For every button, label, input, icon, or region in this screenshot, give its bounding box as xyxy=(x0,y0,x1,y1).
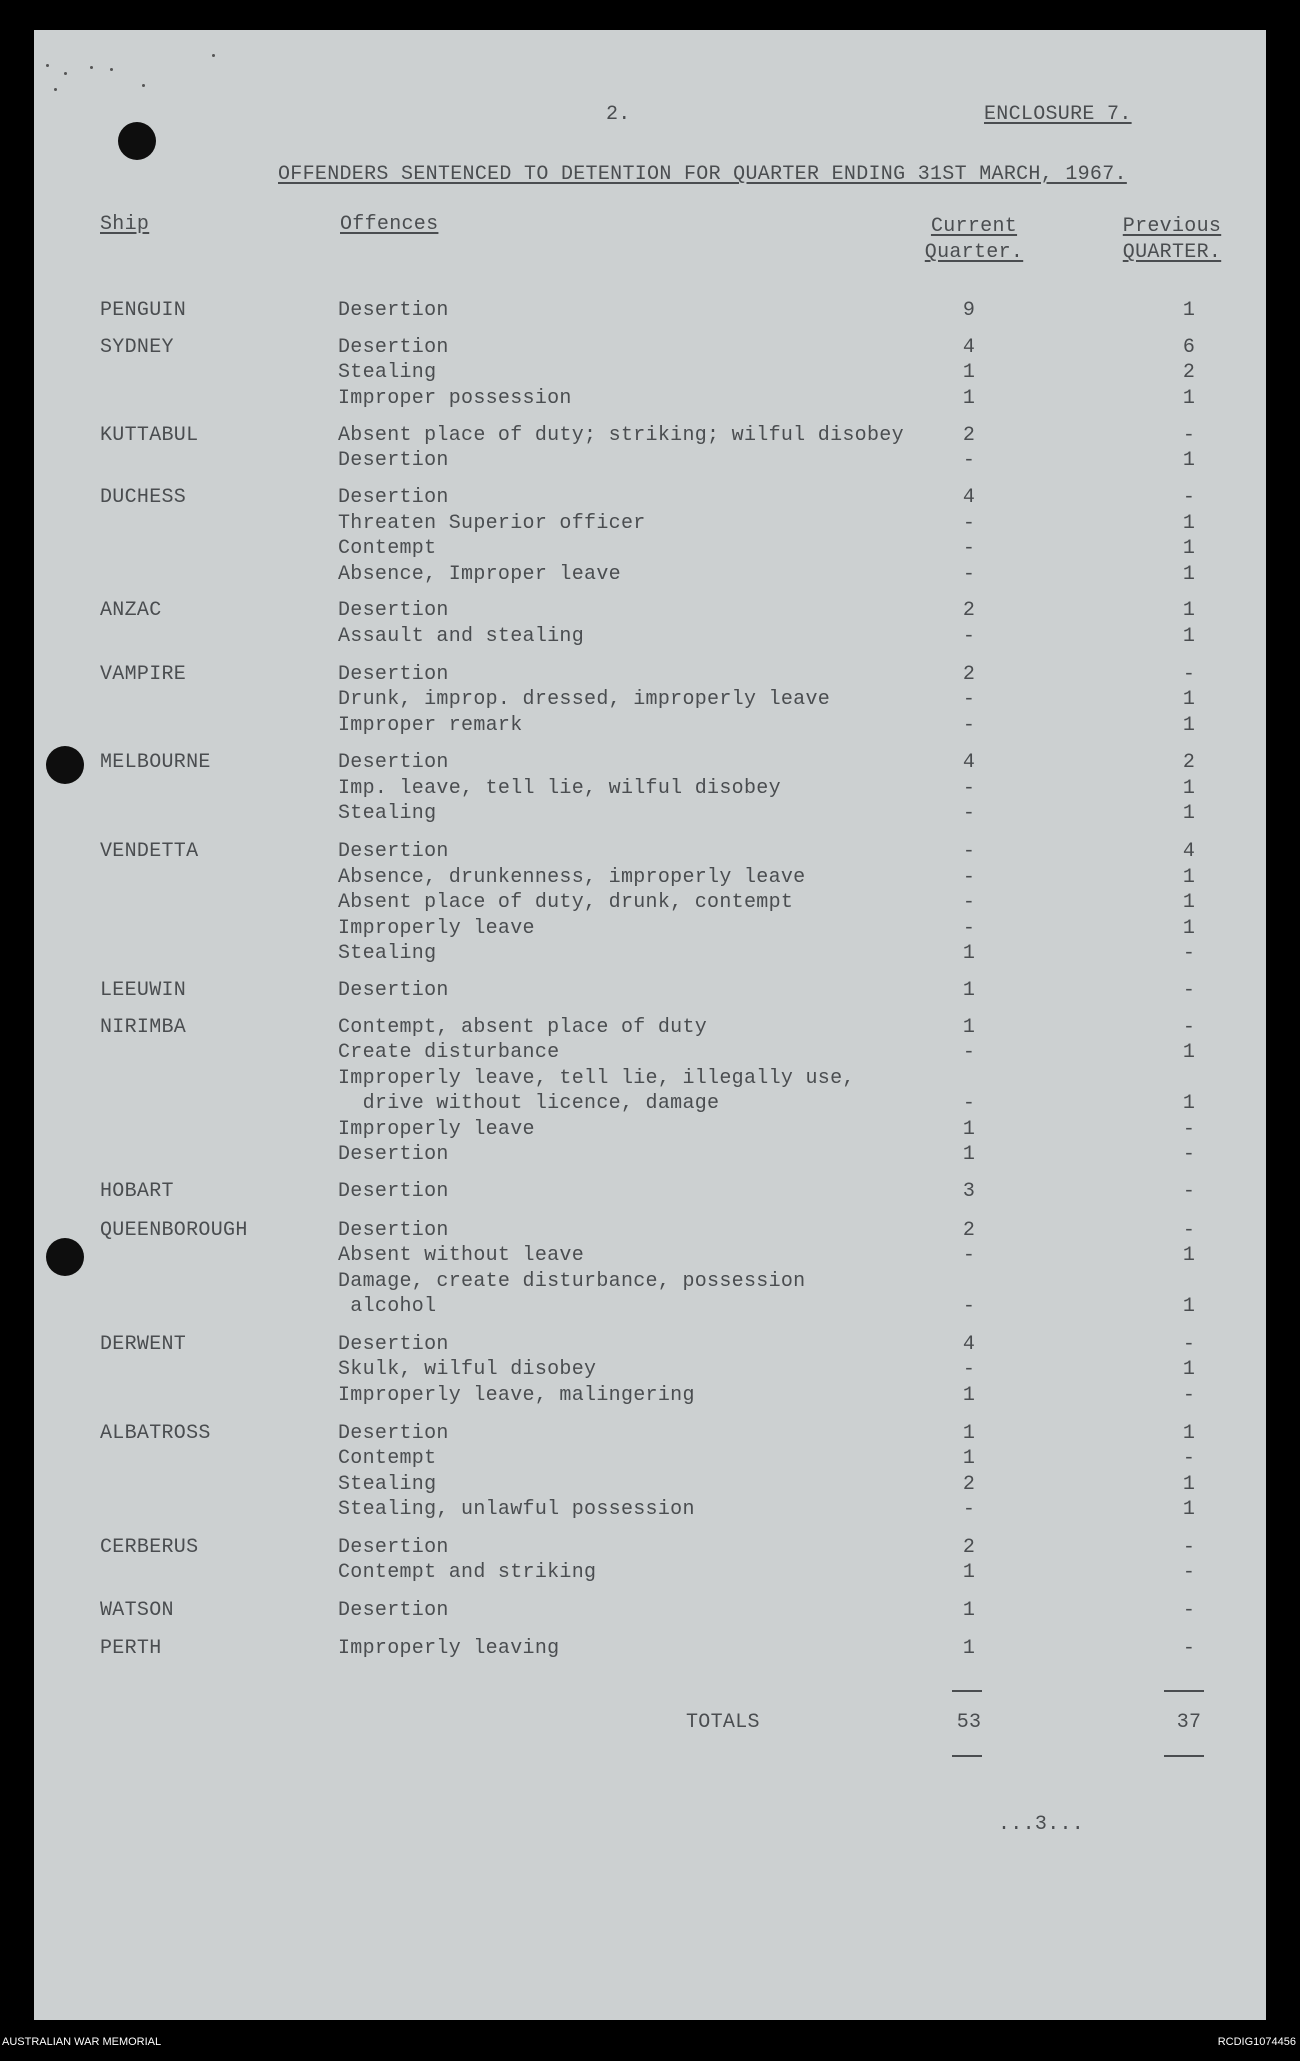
table-row xyxy=(34,1560,1266,1586)
current-quarter-cell: - xyxy=(962,802,976,825)
current-quarter-cell: 1 xyxy=(962,942,976,965)
current-quarter-cell: - xyxy=(962,1092,976,1115)
table-row xyxy=(34,662,1266,688)
current-quarter-cell: 1 xyxy=(962,1447,976,1470)
ship-cell: QUEENBOROUGH xyxy=(100,1219,248,1242)
document-page xyxy=(34,30,1266,2020)
previous-quarter-cell: 1 xyxy=(1182,802,1196,825)
table-row xyxy=(34,1497,1266,1523)
offence-cell: Desertion xyxy=(338,1333,449,1356)
previous-quarter-cell: 1 xyxy=(1182,917,1196,940)
offence-cell: Desertion xyxy=(338,663,449,686)
offence-cell: Absent place of duty, drunk, contempt xyxy=(338,891,794,914)
table-row xyxy=(34,1421,1266,1447)
offence-cell: Desertion xyxy=(338,336,449,359)
offence-cell: Desertion xyxy=(338,1422,449,1445)
offence-cell: Contempt xyxy=(338,1447,437,1470)
offence-cell: Contempt and striking xyxy=(338,1561,597,1584)
current-quarter-cell: 1 xyxy=(962,1637,976,1660)
previous-quarter-cell: 1 xyxy=(1182,1422,1196,1445)
offence-cell: Desertion xyxy=(338,1599,449,1622)
offence-cell: drive without licence, damage xyxy=(338,1092,720,1115)
table-row xyxy=(34,1091,1266,1117)
previous-rule-bottom xyxy=(1164,1755,1204,1757)
ship-cell: ALBATROSS xyxy=(100,1422,211,1445)
offence-cell: Desertion xyxy=(338,751,449,774)
ship-cell: MELBOURNE xyxy=(100,751,211,774)
previous-quarter-cell: 1 xyxy=(1182,891,1196,914)
table-row xyxy=(34,335,1266,361)
ship-cell: DUCHESS xyxy=(100,486,187,509)
current-quarter-cell: - xyxy=(962,891,976,914)
current-quarter-cell: 2 xyxy=(962,1473,976,1496)
offence-cell: Threaten Superior officer xyxy=(338,512,646,535)
offence-cell: Desertion xyxy=(338,840,449,863)
previous-quarter-cell: 1 xyxy=(1182,1041,1196,1064)
table-row xyxy=(34,1015,1266,1041)
current-quarter-cell: - xyxy=(962,1295,976,1318)
offence-cell: Stealing xyxy=(338,361,437,384)
current-quarter-cell: 4 xyxy=(962,336,976,359)
table-row xyxy=(34,801,1266,827)
table-row xyxy=(34,776,1266,802)
current-quarter-cell: - xyxy=(962,563,976,586)
current-quarter-cell: 2 xyxy=(962,1536,976,1559)
table-row xyxy=(34,360,1266,386)
current-quarter-cell: - xyxy=(962,688,976,711)
offence-cell: Assault and stealing xyxy=(338,625,585,648)
previous-quarter-cell: 1 xyxy=(1182,688,1196,711)
current-quarter-cell: 1 xyxy=(962,387,976,410)
previous-quarter-cell: 1 xyxy=(1182,866,1196,889)
previous-quarter-cell: - xyxy=(1182,1384,1196,1407)
table-row xyxy=(34,1269,1266,1295)
page-number: 2. xyxy=(606,103,631,126)
table-row xyxy=(34,941,1266,967)
previous-quarter-cell: 6 xyxy=(1182,336,1196,359)
current-quarter-cell: 1 xyxy=(962,1143,976,1166)
current-quarter-cell: - xyxy=(962,1358,976,1381)
offence-cell: Skulk, wilful disobey xyxy=(338,1358,597,1381)
offence-cell: Desertion xyxy=(338,1536,449,1559)
current-quarter-cell: 9 xyxy=(962,299,976,322)
previous-quarter-cell: - xyxy=(1182,1333,1196,1356)
previous-quarter-cell: 1 xyxy=(1182,1498,1196,1521)
offence-cell: Desertion xyxy=(338,979,449,1002)
offence-cell: Desertion xyxy=(338,486,449,509)
offences-table xyxy=(34,30,1266,2020)
offence-cell: Imp. leave, tell lie, wilful disobey xyxy=(338,777,781,800)
table-row xyxy=(34,1636,1266,1662)
previous-quarter-cell: 1 xyxy=(1182,1295,1196,1318)
current-quarter-cell: - xyxy=(962,777,976,800)
offence-cell: Drunk, improp. dressed, improperly leave xyxy=(338,688,831,711)
previous-quarter-cell: - xyxy=(1182,1016,1196,1039)
current-quarter-cell: 2 xyxy=(962,663,976,686)
totals-label: TOTALS xyxy=(686,1711,760,1734)
current-quarter-cell: - xyxy=(962,512,976,535)
offence-cell: Improperly leave xyxy=(338,1118,535,1141)
offence-cell: Improper possession xyxy=(338,387,572,410)
previous-quarter-cell: - xyxy=(1182,1561,1196,1584)
previous-quarter-cell: 1 xyxy=(1182,625,1196,648)
previous-quarter-cell: - xyxy=(1182,663,1196,686)
previous-quarter-cell: 1 xyxy=(1182,512,1196,535)
current-quarter-cell: 2 xyxy=(962,599,976,622)
table-row xyxy=(34,1383,1266,1409)
table-row xyxy=(34,298,1266,324)
table-row xyxy=(34,1040,1266,1066)
offence-cell: Contempt xyxy=(338,537,437,560)
previous-quarter-cell: 2 xyxy=(1182,751,1196,774)
offence-cell: Desertion xyxy=(338,599,449,622)
header-ship: Ship xyxy=(100,213,150,236)
header-offences: Offences xyxy=(340,213,439,236)
previous-quarter-cell: 1 xyxy=(1182,777,1196,800)
previous-quarter-cell: 1 xyxy=(1182,1244,1196,1267)
current-quarter-cell: 4 xyxy=(962,486,976,509)
table-row xyxy=(34,1598,1266,1624)
previous-quarter-cell: 4 xyxy=(1182,840,1196,863)
current-quarter-cell: - xyxy=(962,917,976,940)
table-row xyxy=(34,916,1266,942)
totals-previous: 37 xyxy=(1176,1711,1202,1734)
current-quarter-cell: - xyxy=(962,537,976,560)
table-row xyxy=(34,1332,1266,1358)
table-row xyxy=(34,1243,1266,1269)
footer-right: RCDIG1074456 xyxy=(1217,2036,1296,2048)
offence-cell: Create disturbance xyxy=(338,1041,560,1064)
totals-current: 53 xyxy=(956,1711,982,1734)
previous-quarter-cell: - xyxy=(1182,979,1196,1002)
previous-quarter-cell: 1 xyxy=(1182,714,1196,737)
current-quarter-cell: - xyxy=(962,1041,976,1064)
offence-cell: Stealing xyxy=(338,802,437,825)
current-quarter-cell: 4 xyxy=(962,1333,976,1356)
current-quarter-cell: - xyxy=(962,1498,976,1521)
offence-cell: alcohol xyxy=(338,1295,437,1318)
current-quarter-cell: 1 xyxy=(962,1016,976,1039)
current-quarter-cell: 1 xyxy=(962,1118,976,1141)
ship-cell: WATSON xyxy=(100,1599,174,1622)
ship-cell: NIRIMBA xyxy=(100,1016,187,1039)
header-previous-line2: QUARTER. xyxy=(1122,241,1222,264)
previous-quarter-cell: 1 xyxy=(1182,1473,1196,1496)
table-row xyxy=(34,890,1266,916)
previous-quarter-cell: 1 xyxy=(1182,299,1196,322)
ship-cell: CERBERUS xyxy=(100,1536,199,1559)
header-current-line1: Current xyxy=(930,215,1018,238)
ship-cell: SYDNEY xyxy=(100,336,174,359)
table-row xyxy=(34,1066,1266,1092)
table-row xyxy=(34,1179,1266,1205)
offence-cell: Improperly leave, malingering xyxy=(338,1384,695,1407)
table-row xyxy=(34,1142,1266,1168)
footer-left: AUSTRALIAN WAR MEMORIAL xyxy=(2,2036,162,2048)
offence-cell: Desertion xyxy=(338,1219,449,1242)
ship-cell: PENGUIN xyxy=(100,299,187,322)
table-row xyxy=(34,598,1266,624)
previous-quarter-cell: - xyxy=(1182,486,1196,509)
previous-quarter-cell: - xyxy=(1182,1143,1196,1166)
ship-cell: DERWENT xyxy=(100,1333,187,1356)
ship-cell: VENDETTA xyxy=(100,840,199,863)
offence-cell: Damage, create disturbance, possession xyxy=(338,1270,806,1293)
current-quarter-cell: 1 xyxy=(962,1561,976,1584)
offence-cell: Desertion xyxy=(338,299,449,322)
table-row xyxy=(34,1472,1266,1498)
offence-cell: Absence, drunkenness, improperly leave xyxy=(338,866,806,889)
previous-quarter-cell: - xyxy=(1182,1637,1196,1660)
table-row xyxy=(34,839,1266,865)
current-rule-bottom xyxy=(952,1755,982,1757)
enclosure-label: ENCLOSURE 7. xyxy=(984,103,1132,126)
current-quarter-cell: - xyxy=(962,625,976,648)
table-row xyxy=(34,386,1266,412)
previous-quarter-cell: - xyxy=(1182,1118,1196,1141)
continuation-marker: ...3... xyxy=(998,1813,1085,1836)
ship-cell: KUTTABUL xyxy=(100,424,199,447)
previous-quarter-cell: - xyxy=(1182,1219,1196,1242)
page-title: OFFENDERS SENTENCED TO DETENTION FOR QUARTER ENDING 31ST MARCH, 1967. xyxy=(278,163,1127,186)
offence-cell: Contempt, absent place of duty xyxy=(338,1016,708,1039)
current-quarter-cell: 4 xyxy=(962,751,976,774)
table-row xyxy=(34,1294,1266,1320)
offence-cell: Improper remark xyxy=(338,714,523,737)
table-row xyxy=(34,978,1266,1004)
table-row xyxy=(34,1117,1266,1143)
offence-cell: Improperly leave, tell lie, illegally use, xyxy=(338,1067,855,1090)
current-quarter-cell: 2 xyxy=(962,1219,976,1242)
previous-quarter-cell: - xyxy=(1182,1180,1196,1203)
current-quarter-cell: - xyxy=(962,840,976,863)
offence-cell: Improperly leave xyxy=(338,917,535,940)
table-row xyxy=(34,624,1266,650)
table-row xyxy=(34,423,1266,449)
offence-cell: Desertion xyxy=(338,1143,449,1166)
current-quarter-cell: 1 xyxy=(962,361,976,384)
table-row xyxy=(34,1535,1266,1561)
table-row xyxy=(34,750,1266,776)
previous-quarter-cell: - xyxy=(1182,1599,1196,1622)
offence-cell: Improperly leaving xyxy=(338,1637,560,1660)
header-current-line2: Quarter. xyxy=(924,241,1024,264)
current-quarter-cell: 2 xyxy=(962,424,976,447)
current-quarter-cell: - xyxy=(962,449,976,472)
previous-quarter-cell: - xyxy=(1182,942,1196,965)
table-row xyxy=(34,536,1266,562)
current-quarter-cell: 1 xyxy=(962,1422,976,1445)
previous-quarter-cell: 1 xyxy=(1182,537,1196,560)
previous-quarter-cell: - xyxy=(1182,1447,1196,1470)
table-row xyxy=(34,1357,1266,1383)
table-row xyxy=(34,511,1266,537)
previous-quarter-cell: 1 xyxy=(1182,563,1196,586)
offence-cell: Stealing, unlawful possession xyxy=(338,1498,695,1521)
previous-quarter-cell: 1 xyxy=(1182,1092,1196,1115)
current-quarter-cell: 1 xyxy=(962,979,976,1002)
current-quarter-cell: - xyxy=(962,714,976,737)
previous-rule-top xyxy=(1164,1690,1204,1692)
offence-cell: Absent place of duty; striking; wilful disobey xyxy=(338,424,904,447)
previous-quarter-cell: - xyxy=(1182,424,1196,447)
previous-quarter-cell: 2 xyxy=(1182,361,1196,384)
ship-cell: PERTH xyxy=(100,1637,162,1660)
current-quarter-cell: 1 xyxy=(962,1599,976,1622)
ship-cell: VAMPIRE xyxy=(100,663,187,686)
table-row xyxy=(34,1218,1266,1244)
ship-cell: ANZAC xyxy=(100,599,162,622)
header-previous-line1: Previous xyxy=(1122,215,1222,238)
previous-quarter-cell: 1 xyxy=(1182,387,1196,410)
previous-quarter-cell: 1 xyxy=(1182,599,1196,622)
table-row xyxy=(34,687,1266,713)
current-quarter-cell: 1 xyxy=(962,1384,976,1407)
offence-cell: Absence, Improper leave xyxy=(338,563,621,586)
offence-cell: Stealing xyxy=(338,1473,437,1496)
offence-cell: Desertion xyxy=(338,1180,449,1203)
table-row xyxy=(34,448,1266,474)
previous-quarter-cell: - xyxy=(1182,1536,1196,1559)
table-row xyxy=(34,562,1266,588)
ship-cell: HOBART xyxy=(100,1180,174,1203)
current-quarter-cell: - xyxy=(962,1244,976,1267)
table-row xyxy=(34,865,1266,891)
current-quarter-cell: 3 xyxy=(962,1180,976,1203)
offence-cell: Stealing xyxy=(338,942,437,965)
table-row xyxy=(34,1446,1266,1472)
table-row xyxy=(34,713,1266,739)
previous-quarter-cell: 1 xyxy=(1182,449,1196,472)
offence-cell: Absent without leave xyxy=(338,1244,585,1267)
previous-quarter-cell: 1 xyxy=(1182,1358,1196,1381)
offence-cell: Desertion xyxy=(338,449,449,472)
current-quarter-cell: - xyxy=(962,866,976,889)
table-row xyxy=(34,485,1266,511)
ship-cell: LEEUWIN xyxy=(100,979,187,1002)
current-rule-top xyxy=(952,1690,982,1692)
